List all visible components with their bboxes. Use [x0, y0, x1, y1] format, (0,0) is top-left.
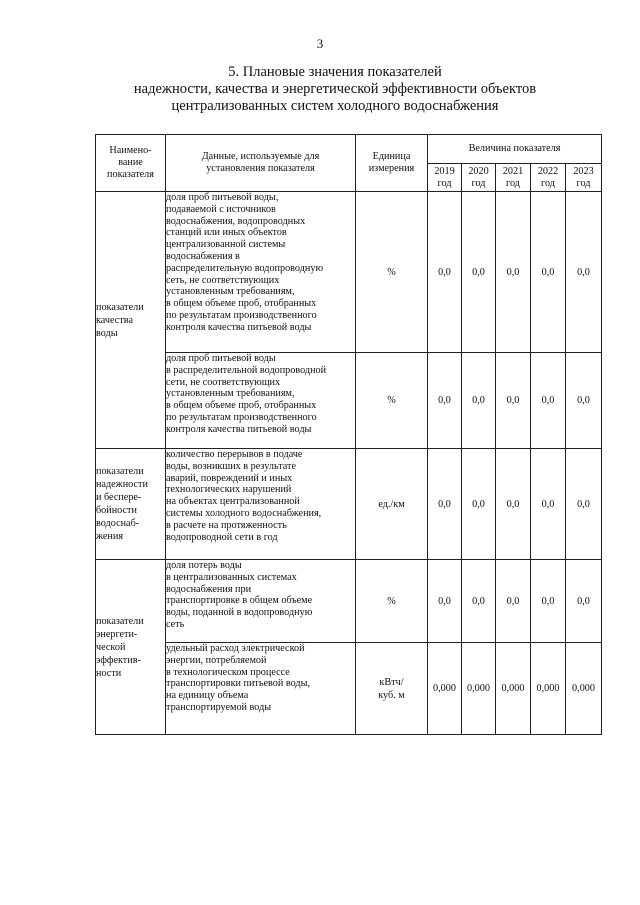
- text-line: станций или иных объектов: [166, 227, 287, 239]
- text-line: контроля качества питьевой воды: [166, 423, 312, 435]
- text-line: установления показателя: [206, 163, 315, 174]
- text-line: транспортировки питьевой воды,: [166, 678, 310, 690]
- row-unit: [356, 643, 428, 735]
- text-line: вание: [118, 157, 143, 168]
- text-line: подаваемой с источников: [166, 203, 276, 215]
- text-line: куб. м: [378, 689, 405, 701]
- header-values-group: Величина показателя: [428, 135, 602, 164]
- text-line: %: [387, 266, 396, 278]
- indicators-table: [95, 134, 602, 735]
- text-line: воды, поданной в водопроводную: [166, 607, 313, 619]
- heading-line-2: надежности, качества и энергетической эффективности объектов: [133, 81, 537, 97]
- value-2021: 0,0: [496, 449, 531, 560]
- row-unit: [356, 560, 428, 643]
- text-line: ческой: [96, 641, 126, 653]
- value-2023: 0,0: [566, 449, 602, 560]
- indicator-group-energy: [96, 560, 166, 735]
- value-2023: 0,0: [566, 353, 602, 449]
- text-line: доля проб питьевой воды,: [166, 192, 279, 203]
- value-2019: 0,0: [428, 353, 462, 449]
- text-line: воды, возникших в результате: [166, 460, 297, 472]
- text-line: Данные, используемые для: [201, 151, 320, 162]
- text-line: %: [387, 595, 396, 607]
- text-line: распределительную водопроводную: [166, 262, 324, 274]
- text-line: водоснабжения в: [166, 250, 240, 262]
- text-line: измерения: [368, 163, 415, 174]
- table-row: [96, 353, 602, 449]
- value-2023: 0,000: [566, 643, 602, 735]
- text-line: по результатам производственного: [166, 309, 317, 321]
- text-line: в централизованных системах: [166, 571, 297, 583]
- value-2020: 0,0: [462, 192, 496, 353]
- header-year-2019: 2019 год: [428, 164, 462, 192]
- header-unit: [356, 135, 428, 192]
- row-description: [166, 449, 356, 560]
- page-number: 3: [316, 36, 324, 51]
- text-line: транспортировке в общем объеме: [166, 595, 313, 607]
- text-line: %: [387, 395, 396, 406]
- text-line: водоснаб-: [96, 518, 140, 529]
- header-year-2021: 2021 год: [496, 164, 531, 192]
- text-line: Единица: [372, 151, 411, 162]
- text-line: установленным требованиям,: [166, 388, 295, 400]
- text-line: энергети-: [96, 628, 138, 640]
- text-line: в общем объеме проб, отобранных: [166, 298, 317, 310]
- text-line: и беспере-: [96, 492, 142, 503]
- text-line: надежности: [96, 479, 148, 490]
- table-row: [96, 560, 602, 643]
- header-data-used: [166, 135, 356, 192]
- header-year-2020: 2020 год: [462, 164, 496, 192]
- row-description: [166, 192, 356, 353]
- text-line: в распределительной водопроводной: [166, 364, 327, 376]
- text-line: Наимено-: [109, 145, 152, 156]
- value-2022: 0,0: [531, 192, 566, 353]
- text-line: показателя: [107, 169, 154, 180]
- value-2020: 0,0: [462, 353, 496, 449]
- value-2022: 0,0: [531, 449, 566, 560]
- text-line: контроля качества питьевой воды: [166, 321, 312, 333]
- table-row: [96, 643, 602, 735]
- text-line: доля потерь воды: [166, 560, 242, 571]
- text-line: количество перерывов в подаче: [166, 449, 303, 460]
- text-line: показатели: [96, 466, 144, 477]
- text-line: по результатам производственного: [166, 411, 317, 423]
- text-line: воды: [96, 327, 118, 339]
- value-2023: 0,0: [566, 192, 602, 353]
- value-2019: 0,000: [428, 643, 462, 735]
- value-2022: 0,000: [531, 643, 566, 735]
- row-unit: [356, 449, 428, 560]
- text-line: показатели: [96, 301, 144, 313]
- text-line: установленным требованиям,: [166, 286, 295, 298]
- indicator-group-reliability: [96, 449, 166, 560]
- text-line: в расчете на протяженность: [166, 519, 287, 531]
- text-line: централизованной системы: [166, 239, 286, 251]
- header-indicator-name: [96, 135, 166, 192]
- value-2020: 0,0: [462, 449, 496, 560]
- header-year-2023: 2023 год: [566, 164, 602, 192]
- text-line: технологических нарушений: [166, 484, 292, 496]
- row-description: [166, 353, 356, 449]
- text-line: транспортируемой воды: [166, 701, 272, 713]
- value-2019: 0,0: [428, 449, 462, 560]
- row-unit: [356, 192, 428, 353]
- value-2021: 0,0: [496, 192, 531, 353]
- heading-line-1: 5. Плановые значения показателей: [228, 64, 442, 80]
- table-row: [96, 449, 602, 560]
- header-year-2022: 2022 год: [531, 164, 566, 192]
- text-line: удельный расход электрической: [166, 643, 305, 654]
- row-description: [166, 643, 356, 735]
- text-line: аварий, повреждений и иных: [166, 472, 293, 484]
- text-line: показатели: [96, 615, 144, 627]
- value-2021: 0,0: [496, 560, 531, 643]
- text-line: энергии, потребляемой: [166, 654, 267, 666]
- value-2020: 0,000: [462, 643, 496, 735]
- row-description: [166, 560, 356, 643]
- document-heading: [60, 64, 610, 115]
- value-2023: 0,0: [566, 560, 602, 643]
- text-line: сеть: [166, 618, 185, 630]
- value-2020: 0,0: [462, 560, 496, 643]
- value-2022: 0,0: [531, 353, 566, 449]
- text-line: в общем объеме проб, отобранных: [166, 400, 317, 412]
- text-line: ед./км: [378, 498, 405, 510]
- value-2019: 0,0: [428, 560, 462, 643]
- value-2019: 0,0: [428, 192, 462, 353]
- text-line: сеть, не соответствующих: [166, 274, 280, 286]
- text-line: ности: [96, 667, 122, 679]
- text-line: бойности: [96, 505, 137, 516]
- text-line: эффектив-: [96, 654, 141, 666]
- text-line: кВтч/: [379, 676, 404, 688]
- value-2022: 0,0: [531, 560, 566, 643]
- text-line: на объектах централизованной: [166, 496, 300, 508]
- table-row: [96, 192, 602, 353]
- text-line: в технологическом процессе: [166, 666, 290, 678]
- value-2021: 0,0: [496, 353, 531, 449]
- row-unit: [356, 353, 428, 449]
- indicator-group-quality: [96, 192, 166, 449]
- heading-line-3: централизованных систем холодного водоснабжения: [171, 98, 499, 114]
- text-line: водоснабжения при: [166, 583, 252, 595]
- value-2021: 0,000: [496, 643, 531, 735]
- text-line: жения: [96, 531, 124, 542]
- text-line: доля проб питьевой воды: [166, 353, 276, 364]
- text-line: водопроводной сети в год: [166, 531, 278, 543]
- text-line: водоснабжения, водопроводных: [166, 215, 306, 227]
- text-line: системы холодного водоснабжения,: [166, 507, 322, 519]
- text-line: сети, не соответствующих: [166, 376, 281, 388]
- text-line: на единицу объема: [166, 690, 249, 702]
- text-line: качества: [96, 314, 133, 326]
